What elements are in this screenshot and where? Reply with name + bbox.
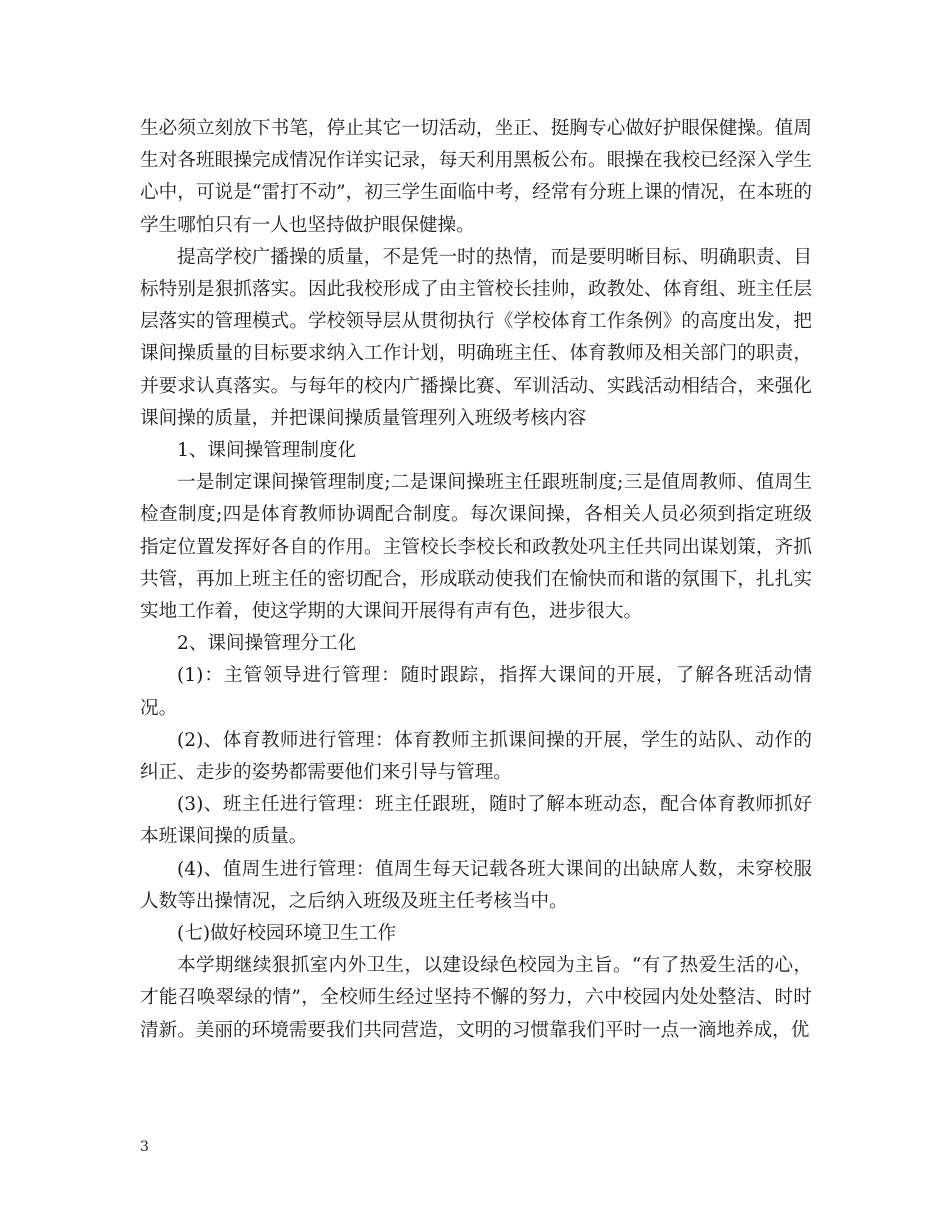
document-body <box>140 113 812 1047</box>
paragraph-campus-hygiene: 本学期继续狠抓室内外卫生，以建设绿色校园为主旨。“有了热爱生活的心，才能召唤翠绿的情”，全校师生经过坚持不懈的努力，六中校园内处处整洁、时时清新。美丽的环境需要我们共同营造，文明的习惯靠我们平时一点一滴地养成，优 <box>140 955 812 1041</box>
heading-management-system: 1、课间操管理制度化 <box>177 440 357 462</box>
paragraph-item-4: (4)、值周生进行管理：值周生每天记载各班大课间的出缺席人数，未穿校服人数等出操情况，之后纳入班级及班主任考核当中。 <box>140 858 812 912</box>
paragraph-eye-exercise: 生必须立刻放下书笔，停止其它一切活动，坐正、挺胸专心做好护眼保健操。值周生对各班眼操完成情况作详实记录，每天利用黑板公布。眼操在我校已经深入学生心中，可说是“雷打不动”，初三学生面临中考，经常有分班上课的情况，在本班的学生哪怕只有一人也坚持做护眼保健操。 <box>140 118 812 236</box>
heading-campus-hygiene: (七)做好校园环境卫生工作 <box>177 923 397 945</box>
paragraph-item-1: (1)：主管领导进行管理：随时跟踪，指挥大课间的开展，了解各班活动情况。 <box>140 665 812 719</box>
paragraph-management-system: 一是制定课间操管理制度;二是课间操班主任跟班制度;三是值周教师、值周生检查制度;四是体育教师协调配合制度。每次课间操，各相关人员必须到指定班级指定位置发挥好各自的作用。主管校长李校长和政教处巩主任共同出谋划策，齐抓共管，再加上班主任的密切配合，形成联动使我们在愉快而和谐的氛围下，扎扎实实地工作着，使这学期的大课间开展得有声有色，进步很大。 <box>140 472 812 623</box>
heading-management-division: 2、课间操管理分工化 <box>177 633 357 655</box>
paragraph-item-2: (2)、体育教师进行管理：体育教师主抓课间操的开展，学生的站队、动作的纠正、走步的姿势都需要他们来引导与管理。 <box>140 729 812 784</box>
page-number: 3 <box>140 1139 149 1155</box>
paragraph-broadcast-exercise: 提高学校广播操的质量，不是凭一时的热情，而是要明晰目标、明确职责、目标特别是狠抓落实。因此我校形成了由主管校长挂帅，政教处、体育组、班主任层层落实的管理模式。学校领导层从贯彻执行《学校体育工作条例》的高度出发，把课间操质量的目标要求纳入工作计划，明确班主任、体育教师及相关部门的职责，并要求认真落实。与每年的校内广播操比赛、军训活动、实践活动相结合，来强化课间操的质量，并把课间操质量管理列入班级考核内容 <box>140 246 812 429</box>
paragraph-item-3: (3)、班主任进行管理：班主任跟班，随时了解本班动态，配合体育教师抓好本班课间操的质量。 <box>140 794 812 848</box>
